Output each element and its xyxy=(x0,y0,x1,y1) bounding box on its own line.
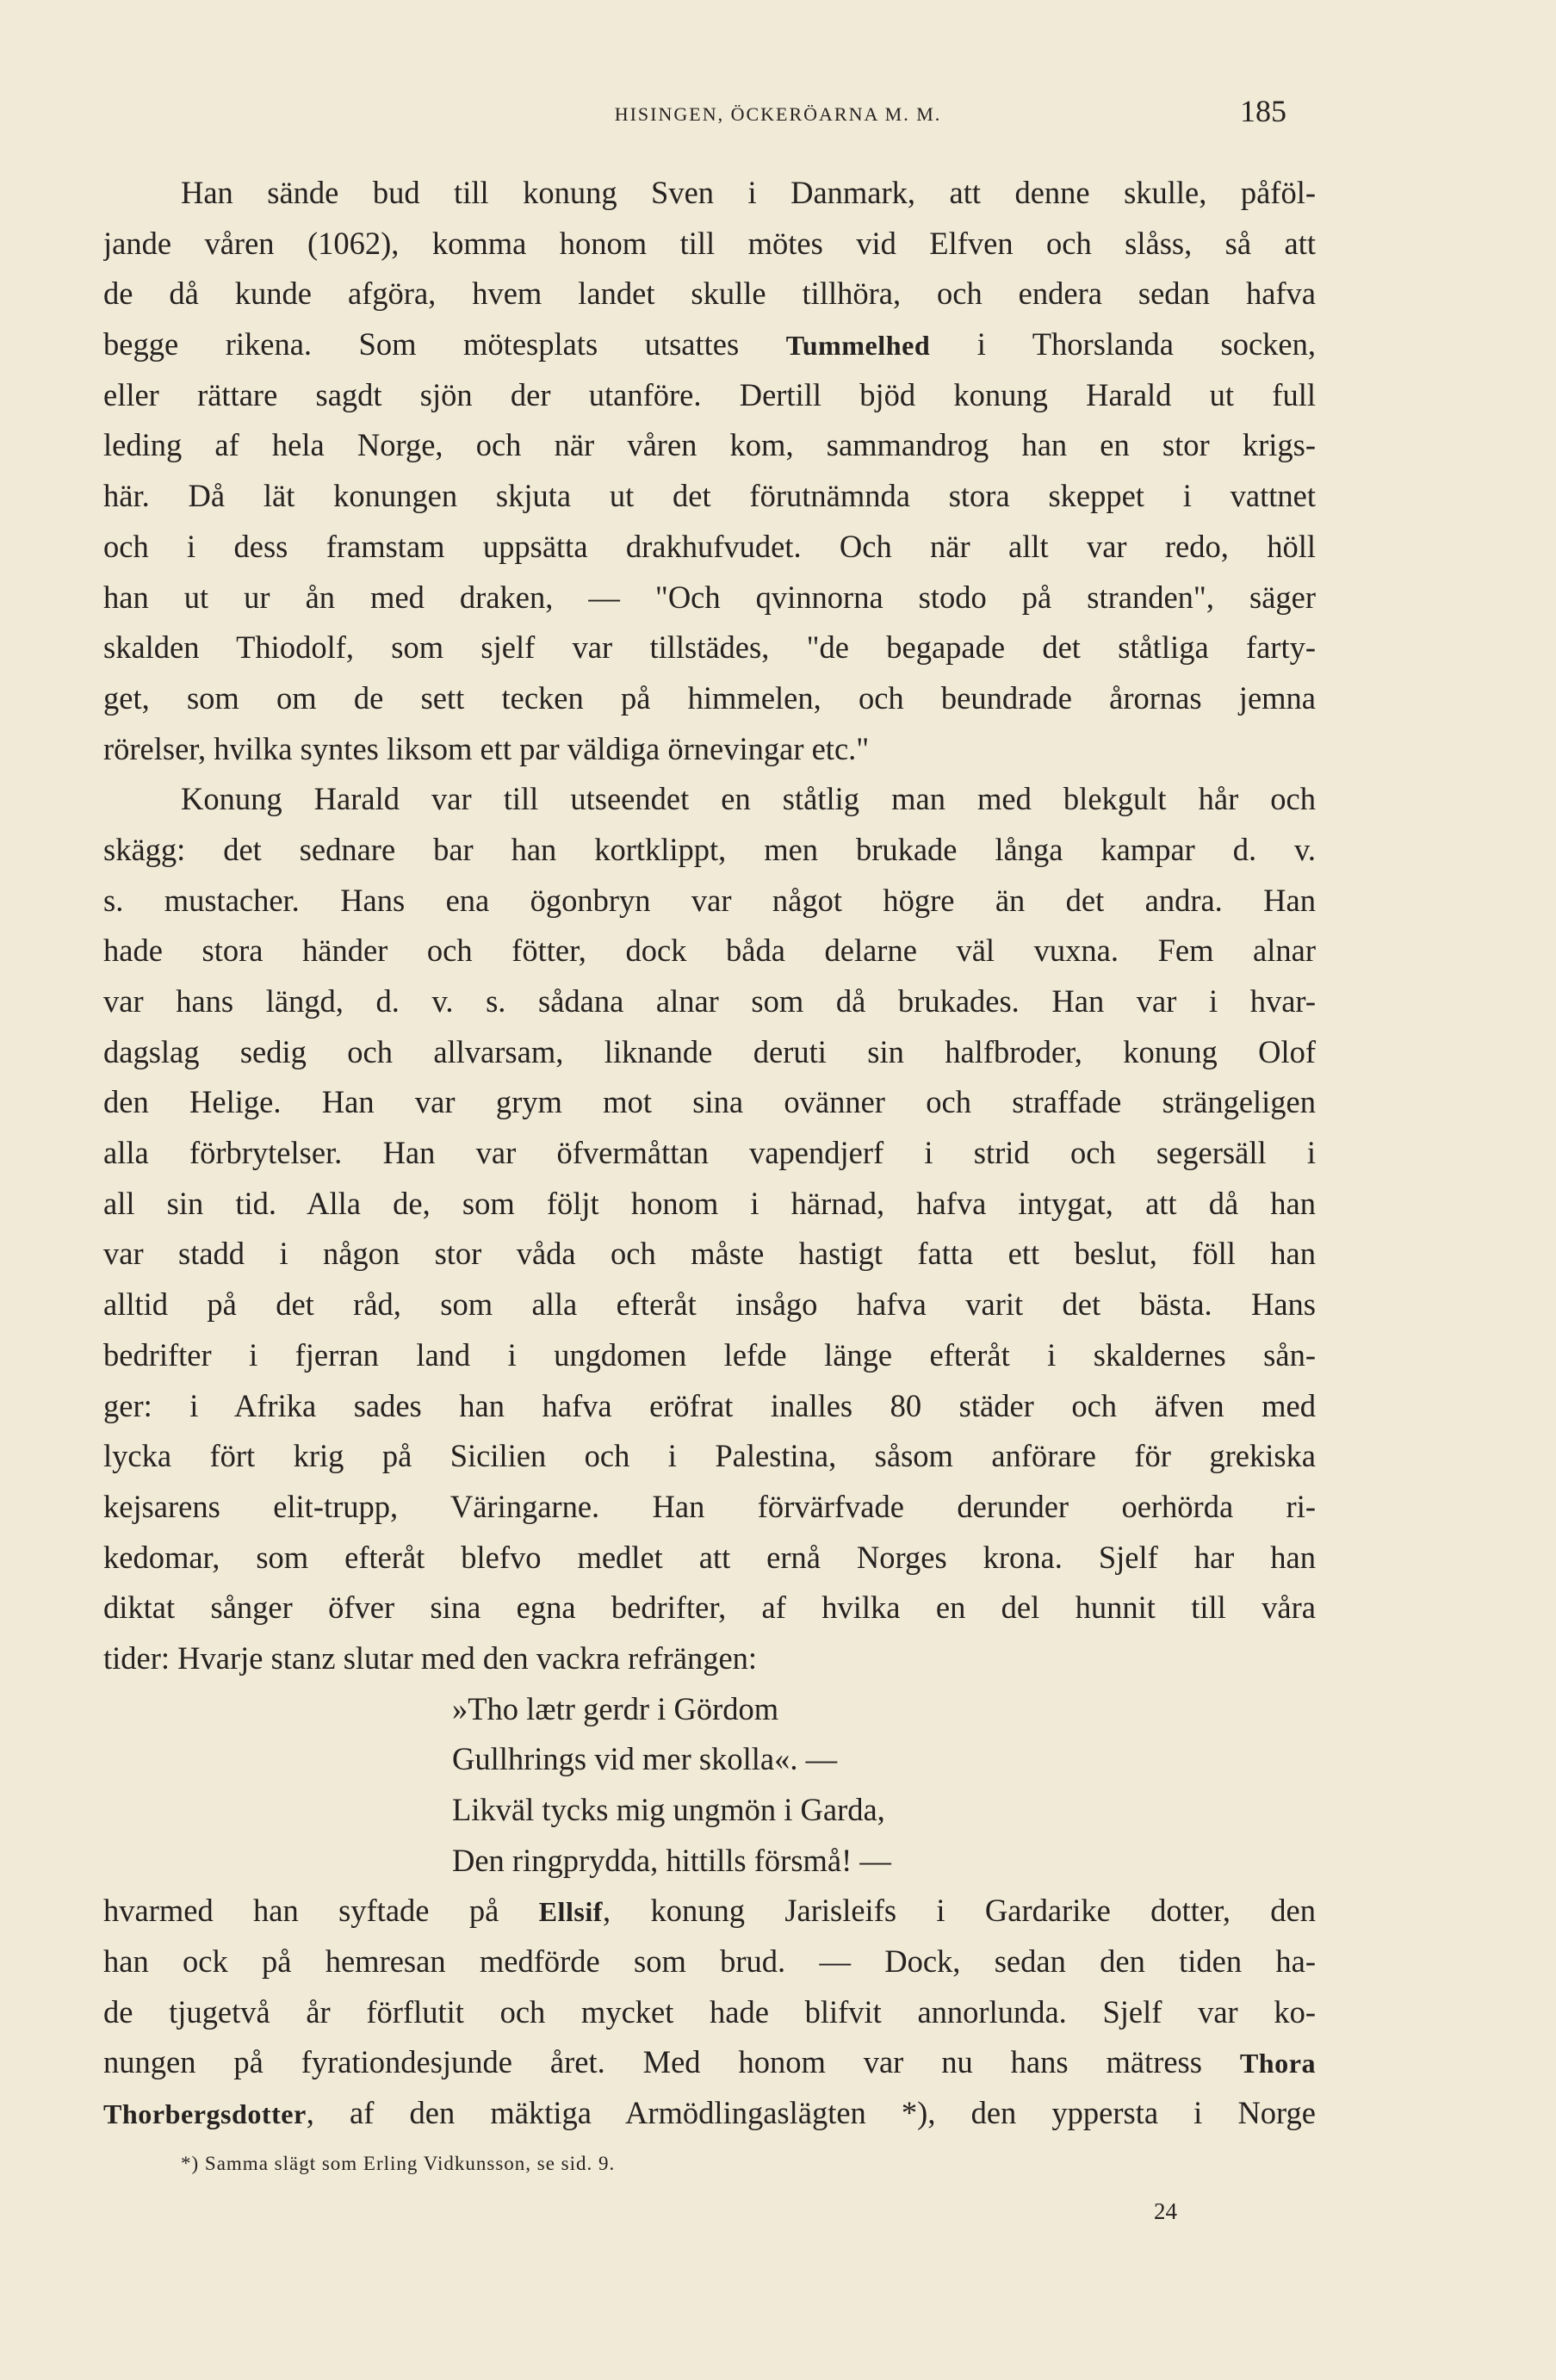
text-line: rörelser, hvilka syntes liksom ett par väldiga örnevingar etc." xyxy=(103,730,870,766)
page-header xyxy=(0,93,1556,136)
text-line: lycka fört krig på Sicilien och i Palestina, såsom anförare för grekiska xyxy=(103,1438,1316,1474)
emphasized-name: Tummelhed xyxy=(785,330,931,362)
text-line: Han sände bud till konung Sven i Danmark, att denne skulle, påföl- xyxy=(181,175,1316,210)
text-line: han ock på hemresan medförde som brud. — Dock, sedan den tiden ha- xyxy=(103,1943,1316,1980)
text-line: leding af hela Norge, och när våren kom, sammandrog han en stor krigs- xyxy=(103,427,1316,463)
text-line: kedomar, som efteråt blefvo medlet att ernå Norges krona. Sjelf har han xyxy=(103,1539,1316,1575)
text-line: var stadd i någon stor våda och måste hastigt fatta ett beslut, föll han xyxy=(103,1236,1316,1272)
verse-line: Likväl tycks mig ungmön i Garda, xyxy=(452,1792,885,1827)
text-span: , konung Jarisleifs i Gardarike dotter, den xyxy=(603,1893,1316,1929)
text-line: jande våren (1062), komma honom till mötes vid Elfven och slåss, så att xyxy=(103,225,1316,261)
text-line: här. Då lät konungen skjuta ut det förutnämnda stora skeppet i vattnet xyxy=(103,478,1316,514)
text-line: och i dess framstam uppsätta drakhufvudet. Och när allt var redo, höll xyxy=(103,528,1316,564)
verse-line: Den ringprydda, hittills försmå! — xyxy=(452,1842,891,1878)
signature-mark: 24 xyxy=(1154,2198,1177,2224)
text-line: Konung Harald var till utseendet en ståtlig man med blekgult hår och xyxy=(181,781,1316,817)
text-line: den Helige. Han var grym mot sina ovänner och straffade strängeligen xyxy=(103,1084,1316,1120)
verse-line: »Tho lætr gerdr i Gördom xyxy=(452,1690,779,1726)
running-title: HISINGEN, ÖCKERÖARNA M. M. xyxy=(614,103,942,125)
text-line: han ut ur ån med draken, — "Och qvinnorna stodo på stranden", säger xyxy=(103,579,1316,615)
text-line: de då kunde afgöra, hvem landet skulle tillhöra, och endera sedan hafva xyxy=(103,276,1316,312)
text-line: eller rättare sagdt sjön der utanföre. Dertill bjöd konung Harald ut full xyxy=(103,376,1316,412)
text-line: all sin tid. Alla de, som följt honom i härnad, hafva intygat, att då han xyxy=(103,1185,1316,1221)
text-line: alla förbrytelser. Han var öfvermåttan vapendjerf i strid och segersäll i xyxy=(103,1135,1316,1171)
text-line xyxy=(103,1886,1316,1937)
text-span: nungen på fyrationdesjunde året. Med honom var nu hans mätress xyxy=(103,2044,1240,2080)
body-text xyxy=(103,168,1316,2139)
text-line: de tjugetvå år förflutit och mycket hade blifvit annorlunda. Sjelf var ko- xyxy=(103,1993,1316,2030)
text-line xyxy=(103,2088,1316,2139)
emphasized-name: Thorbergsdotter xyxy=(103,2098,307,2130)
text-line: kejsarens elit-trupp, Väringarne. Han förvärfvade derunder oerhörda ri- xyxy=(103,1488,1316,1524)
text-line: diktat sånger öfver sina egna bedrifter, af hvilka en del hunnit till våra xyxy=(103,1590,1316,1626)
text-line: s. mustacher. Hans ena ögonbryn var något högre än det andra. Han xyxy=(103,882,1316,918)
text-span: hvarmed han syftade på xyxy=(103,1893,539,1929)
text-line: get, som om de sett tecken på himmelen, och beundrade årornas jemna xyxy=(103,679,1316,716)
verse-line: Gullhrings vid mer skolla«. — xyxy=(452,1741,838,1777)
footnote: *) Samma slägt som Erling Vidkunsson, se sid. 9. xyxy=(181,2153,616,2174)
text-line: var hans längd, d. v. s. sådana alnar som då brukades. Han var i hvar- xyxy=(103,983,1316,1019)
text-line: skägg: det sednare bar han kortklippt, men brukade långa kampar d. v. xyxy=(103,831,1316,867)
emphasized-name: Ellsif xyxy=(538,1896,603,1928)
text-line: tider: Hvarje stanz slutar med den vackra refrängen: xyxy=(103,1639,758,1676)
text-span: begge rikena. Som mötesplats utsattes xyxy=(103,326,786,363)
text-span: i Thorslanda socken, xyxy=(930,326,1316,363)
text-line: bedrifter i fjerran land i ungdomen lefde länge efteråt i skaldernes sån- xyxy=(103,1336,1316,1373)
text-line: skalden Thiodolf, som sjelf var tillstädes, "de begapade det ståtliga farty- xyxy=(103,629,1316,666)
text-line: ger: i Afrika sades han hafva eröfrat inalles 80 städer och äfven med xyxy=(103,1387,1316,1423)
emphasized-name: Thora xyxy=(1239,2048,1316,2079)
text-line: alltid på det råd, som alla efteråt insågo hafva varit det bästa. Hans xyxy=(103,1286,1316,1323)
page-number: 185 xyxy=(1240,94,1286,128)
text-span: , af den mäktiga Armödlingaslägten *), den yppersta i Norge xyxy=(306,2095,1316,2131)
text-line: hade stora händer och fötter, dock båda delarne väl vuxna. Fem alnar xyxy=(103,933,1316,969)
text-line xyxy=(103,319,1316,370)
text-line xyxy=(103,2037,1316,2088)
text-line: dagslag sedig och allvarsam, liknande deruti sin halfbroder, konung Olof xyxy=(103,1033,1316,1069)
